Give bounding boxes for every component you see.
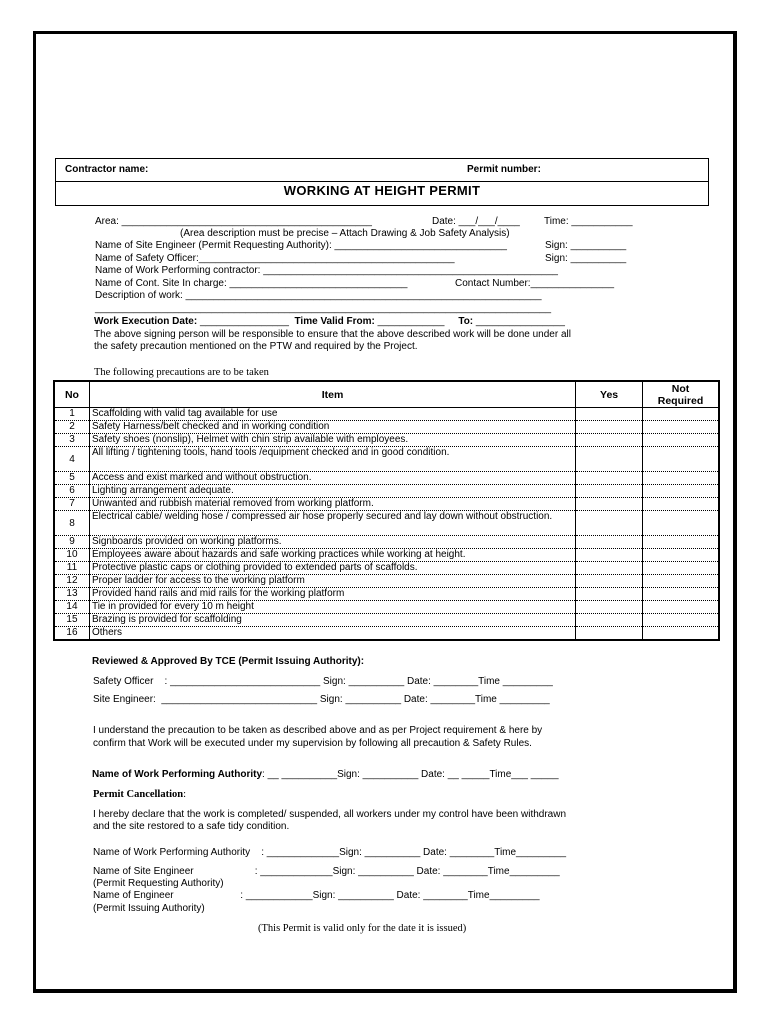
header-info-row — [56, 159, 708, 182]
table-row — [54, 588, 719, 601]
cancel-wpa-row[interactable]: Name of Work Performing Authority : _____________Sign: __________ Date: ________Time_________ — [93, 847, 567, 858]
table-row — [54, 614, 719, 627]
responsibility-line-2: the safety precaution mentioned on the PTW and required by the Project. — [94, 341, 418, 352]
cancel-engineer-row[interactable]: Name of Engineer : ____________Sign: __________ Date: ________Time_________ — [93, 890, 540, 901]
work-performing-authority-row — [92, 769, 559, 781]
table-row — [54, 549, 719, 562]
not-required-cell[interactable] — [643, 408, 719, 421]
table-row — [54, 498, 719, 511]
row-no: 16 — [54, 627, 89, 641]
execution-row — [94, 316, 565, 328]
row-no: 5 — [54, 472, 89, 485]
time-valid-from-blank[interactable]: ____________ — [374, 316, 445, 327]
table-row — [54, 536, 719, 549]
row-item: Signboards provided on working platforms. — [89, 536, 575, 549]
cancel-site-engineer-row[interactable]: Name of Site Engineer : _____________Sign: __________ Date: ________Time_________ — [93, 866, 560, 877]
not-required-cell[interactable] — [643, 447, 719, 472]
yes-cell[interactable] — [576, 614, 643, 627]
cancellation-colon: : — [183, 789, 187, 800]
row-item: Access and exist marked and without obstruction. — [89, 472, 575, 485]
table-row — [54, 485, 719, 498]
col-no-header: No — [54, 381, 89, 408]
row-no: 1 — [54, 408, 89, 421]
table-row — [54, 562, 719, 575]
yes-cell[interactable] — [576, 447, 643, 472]
yes-cell[interactable] — [576, 601, 643, 614]
row-no: 6 — [54, 485, 89, 498]
table-row — [54, 627, 719, 641]
wpa-fields[interactable]: : __ __________Sign: __________ Date: __ _____Time___ _____ — [262, 769, 559, 780]
row-no: 13 — [54, 588, 89, 601]
row-item: Safety shoes (nonslip), Helmet with chin strip available with employees. — [89, 434, 575, 447]
row-item: Electrical cable/ welding hose / compressed air hose properly secured and lay down without obstruction. — [89, 511, 575, 536]
not-required-line-1: Not — [671, 382, 690, 395]
yes-cell[interactable] — [576, 549, 643, 562]
yes-cell[interactable] — [576, 562, 643, 575]
not-required-cell[interactable] — [643, 614, 719, 627]
yes-cell[interactable] — [576, 627, 643, 641]
row-item: Lighting arrangement adequate. — [89, 485, 575, 498]
row-no: 14 — [54, 601, 89, 614]
yes-cell[interactable] — [576, 472, 643, 485]
not-required-cell[interactable] — [643, 627, 719, 641]
table-row — [54, 421, 719, 434]
to-blank[interactable]: ________________ — [473, 316, 565, 327]
row-item: Provided hand rails and mid rails for the working platform — [89, 588, 575, 601]
table-row — [54, 434, 719, 447]
safety-officer-field[interactable]: Name of Safety Officer:______________________________________________ — [95, 253, 455, 264]
row-no: 2 — [54, 421, 89, 434]
responsibility-line-1: The above signing person will be responsible to ensure that the above described work will be done under all — [94, 329, 571, 340]
not-required-cell[interactable] — [643, 562, 719, 575]
yes-cell[interactable] — [576, 408, 643, 421]
row-item: Safety Harness/belt checked and in working condition — [89, 421, 575, 434]
table-row — [54, 575, 719, 588]
declaration-line-1: I understand the precaution to be taken as described above and as per Project requirement & here by — [93, 725, 543, 736]
area-field[interactable]: Area: _____________________________________________ — [95, 216, 372, 227]
row-item: Unwanted and rubbish material removed from working platform. — [89, 498, 575, 511]
work-contractor-field[interactable]: Name of Work Performing contractor: _____________________________________________________ — [95, 265, 558, 276]
row-no: 8 — [54, 511, 89, 536]
date-field[interactable]: Date: ___/___/____ — [432, 216, 520, 227]
not-required-cell[interactable] — [643, 421, 719, 434]
area-note: (Area description must be precise – Attach Drawing & Job Safety Analysis) — [180, 228, 510, 239]
not-required-cell[interactable] — [643, 588, 719, 601]
not-required-cell[interactable] — [643, 472, 719, 485]
review-site-engineer-row[interactable]: Site Engineer: ____________________________ Sign: __________ Date: ________Time _________ — [93, 694, 550, 705]
row-item: All lifting / tightening tools, hand tools /equipment checked and in good condition. — [89, 447, 575, 472]
review-heading: Reviewed & Approved By TCE (Permit Issuing Authority): — [92, 656, 365, 667]
yes-cell[interactable] — [576, 536, 643, 549]
row-no: 4 — [54, 447, 89, 472]
yes-cell[interactable] — [576, 575, 643, 588]
to-label: To: — [458, 316, 474, 327]
permit-number-label: Permit number: — [467, 164, 541, 175]
review-safety-officer-row[interactable]: Safety Officer : ___________________________ Sign: __________ Date: ________Time _________ — [93, 676, 553, 687]
cancel-site-engineer-sub: (Permit Requesting Authority) — [93, 878, 224, 889]
row-no: 9 — [54, 536, 89, 549]
row-item: Others — [89, 627, 575, 641]
description-field[interactable]: Description of work: ________________________________________________________________ — [95, 290, 542, 301]
not-required-cell[interactable] — [643, 485, 719, 498]
not-required-cell[interactable] — [643, 434, 719, 447]
yes-cell[interactable] — [576, 434, 643, 447]
not-required-cell[interactable] — [643, 549, 719, 562]
table-row — [54, 511, 719, 536]
contact-number-field[interactable]: Contact Number:_______________ — [455, 278, 615, 289]
safety-officer-sign-field[interactable]: Sign: __________ — [545, 253, 627, 264]
yes-cell[interactable] — [576, 421, 643, 434]
row-item: Proper ladder for access to the working platform — [89, 575, 575, 588]
table-header-row — [54, 381, 719, 408]
not-required-cell[interactable] — [643, 511, 719, 536]
row-item: Employees aware about hazards and safe working practices while working at height. — [89, 549, 575, 562]
work-execution-date-label: Work Execution Date: — [94, 316, 198, 327]
row-no: 12 — [54, 575, 89, 588]
yes-cell[interactable] — [576, 485, 643, 498]
cancellation-line-1: I hereby declare that the work is completed/ suspended, all workers under my control have been withdrawn — [93, 809, 567, 820]
cancellation-heading: Permit Cancellation — [93, 789, 184, 800]
row-no: 3 — [54, 434, 89, 447]
time-field[interactable]: Time: ___________ — [544, 216, 633, 227]
site-engineer-field[interactable]: Name of Site Engineer (Permit Requesting Authority): _______________________________ — [95, 240, 507, 251]
row-no: 10 — [54, 549, 89, 562]
not-required-cell[interactable] — [643, 536, 719, 549]
permit-header — [55, 158, 709, 206]
contractor-name-label: Contractor name: — [65, 164, 149, 175]
row-no: 11 — [54, 562, 89, 575]
table-row — [54, 472, 719, 485]
col-not-required-header — [643, 381, 719, 408]
declaration-line-2: confirm that Work will be executed under my supervision by following all precaution & Safety Rules. — [93, 738, 532, 749]
row-item: Brazing is provided for scaffolding — [89, 614, 575, 627]
cancellation-line-2: and the site restored to a safe tidy condition. — [93, 821, 290, 832]
wpa-label: Name of Work Performing Authority — [92, 769, 263, 780]
yes-cell[interactable] — [576, 511, 643, 536]
site-incharge-field[interactable]: Name of Cont. Site In charge: ________________________________ — [95, 278, 408, 289]
site-engineer-sign-field[interactable]: Sign: __________ — [545, 240, 627, 251]
col-yes-header: Yes — [576, 381, 643, 408]
table-row — [54, 447, 719, 472]
not-required-cell[interactable] — [643, 575, 719, 588]
row-item: Tie in provided for every 10 m height — [89, 601, 575, 614]
not-required-cell[interactable] — [643, 601, 719, 614]
precautions-intro: The following precautions are to be taken — [94, 367, 269, 378]
validity-note: (This Permit is valid only for the date it is issued) — [258, 923, 467, 934]
description-line-2[interactable]: __________________________________________________________________________________ — [95, 303, 552, 314]
cancellation-heading-row — [93, 789, 186, 801]
time-valid-from-label: Time Valid From: — [294, 316, 375, 327]
permit-title: WORKING AT HEIGHT PERMIT — [283, 183, 481, 198]
col-item-header: Item — [89, 381, 575, 408]
yes-cell[interactable] — [576, 588, 643, 601]
not-required-line-2: Required — [657, 394, 704, 407]
table-row — [54, 408, 719, 421]
row-item: Protective plastic caps or clothing provided to extended parts of scaffolds. — [89, 562, 575, 575]
row-item: Scaffolding with valid tag available for use — [89, 408, 575, 421]
not-required-cell[interactable] — [643, 498, 719, 511]
precautions-table — [53, 380, 720, 641]
work-execution-date-blank[interactable]: ________________ — [197, 316, 289, 327]
row-no: 15 — [54, 614, 89, 627]
row-no: 7 — [54, 498, 89, 511]
table-row — [54, 601, 719, 614]
cancel-engineer-sub: (Permit Issuing Authority) — [93, 903, 205, 914]
yes-cell[interactable] — [576, 498, 643, 511]
